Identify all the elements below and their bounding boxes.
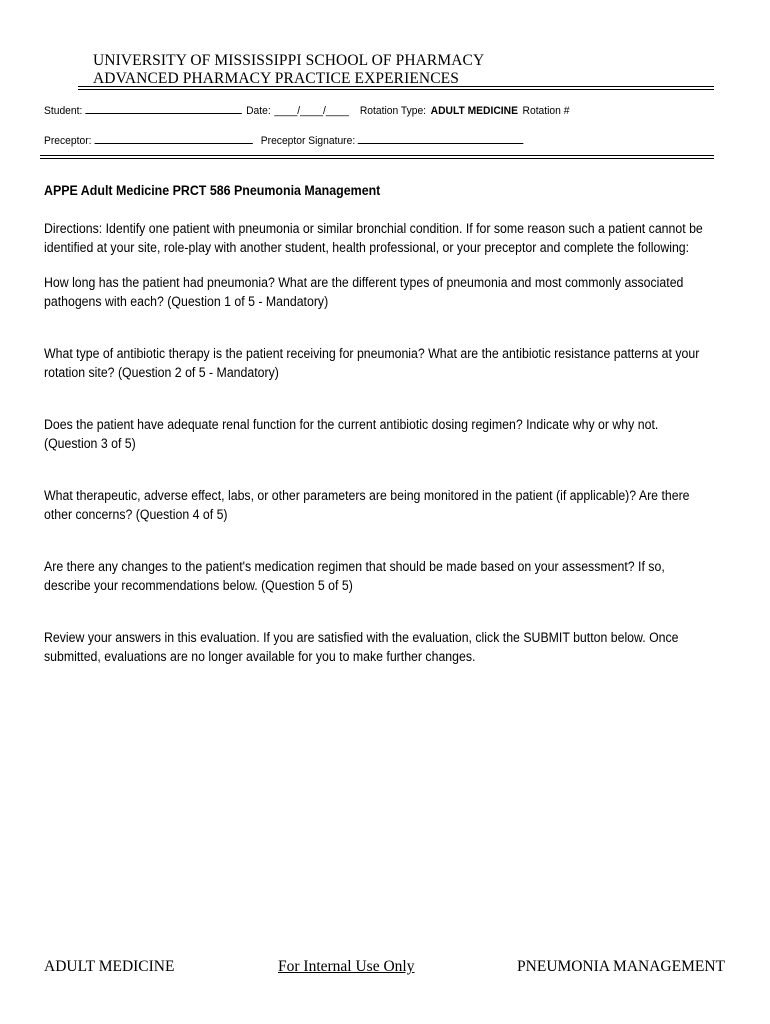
rotation-type-value: ADULT MEDICINE bbox=[430, 105, 518, 117]
section-divider bbox=[40, 158, 714, 159]
preceptor-signature-field[interactable] bbox=[358, 133, 524, 144]
section-divider bbox=[40, 155, 714, 156]
question-3: Does the patient have adequate renal function for the current antibiotic dosing regimen? Indicate why or why not. (Question 3 of 5) bbox=[44, 417, 659, 451]
preceptor-label: Preceptor: bbox=[44, 135, 92, 147]
program-title: ADVANCED PHARMACY PRACTICE EXPERIENCES bbox=[93, 70, 459, 87]
student-field[interactable] bbox=[85, 103, 241, 114]
preceptor-signature-label: Preceptor Signature: bbox=[260, 135, 356, 147]
question-2: What type of antibiotic therapy is the patient receiving for pneumonia? What are the antibiotic resistance patterns at your rotation site? (Question 2 of 5 - Mandatory) bbox=[44, 346, 700, 380]
preceptor-field[interactable] bbox=[94, 133, 252, 144]
question-1: How long has the patient had pneumonia? What are the different types of pneumonia and most commonly associated pathogens with each? (Question 1 of 5 - Mandatory) bbox=[44, 275, 684, 309]
student-label: Student: bbox=[44, 105, 83, 117]
preceptor-info-row bbox=[44, 133, 526, 147]
student-info-row bbox=[44, 103, 569, 117]
header-divider bbox=[78, 89, 714, 90]
date-field[interactable]: ____/____/____ bbox=[274, 105, 349, 117]
date-label: Date: bbox=[246, 105, 271, 117]
footer-internal-use: For Internal Use Only bbox=[278, 958, 415, 975]
footer-topic: PNEUMONIA MANAGEMENT bbox=[517, 958, 725, 975]
rotation-number-label: Rotation # bbox=[522, 105, 570, 117]
university-title: UNIVERSITY OF MISSISSIPPI SCHOOL OF PHARMACY bbox=[93, 52, 485, 69]
header-divider bbox=[78, 86, 714, 87]
directions-text: Directions: Identify one patient with pneumonia or similar bronchial condition. If for some reason such a patient cannot be identified at your site, role-play with another student, health professional, or your preceptor and complete the following: bbox=[44, 221, 703, 255]
rotation-type-label: Rotation Type: bbox=[359, 105, 427, 117]
footer-rotation: ADULT MEDICINE bbox=[44, 958, 175, 975]
question-5: Are there any changes to the patient's medication regimen that should be made based on your assessment? If so, describe your recommendations below. (Question 5 of 5) bbox=[44, 559, 665, 593]
question-4: What therapeutic, adverse effect, labs, or other parameters are being monitored in the patient (if applicable)? Are there other concerns? (Question 4 of 5) bbox=[44, 488, 690, 522]
review-instructions: Review your answers in this evaluation. If you are satisfied with the evaluation, click the SUBMIT button below. Once submitted, evaluations are no longer available for you to make further changes. bbox=[44, 630, 679, 664]
form-title: APPE Adult Medicine PRCT 586 Pneumonia Management bbox=[44, 183, 381, 198]
